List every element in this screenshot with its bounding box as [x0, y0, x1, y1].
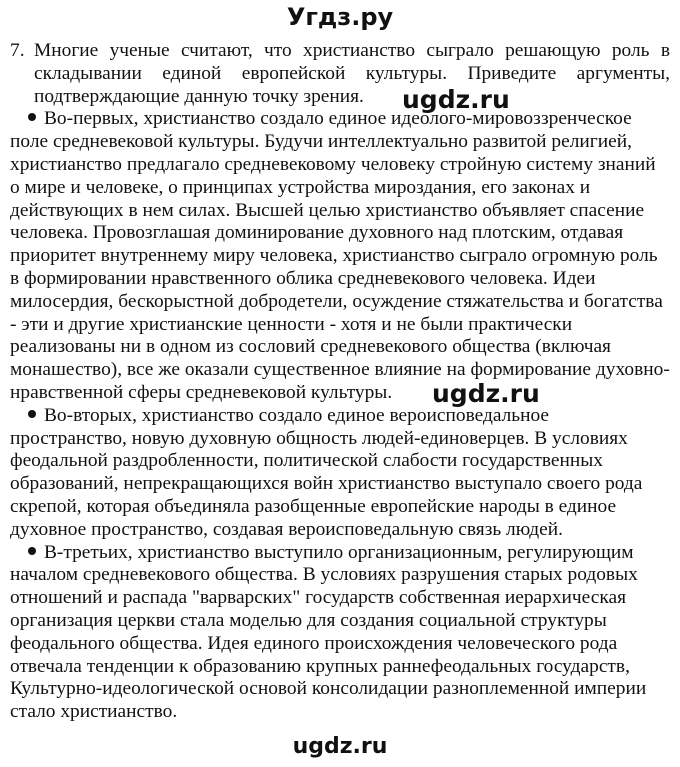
question — [10, 40, 670, 108]
document-body — [10, 40, 670, 724]
bullet-icon — [28, 547, 36, 555]
answer-text: Во-вторых, христианство создало единое вероисповедальное пространство, новую духовную общность людей-единоверцев. В условиях феодальной раздробленности, политической слабости государственных образований, непрекращающихся войн христианство выступало своего рода скрепой, которая объединяла разобщенные европейские народы в единое духовное пространство, создавая вероисповедальную связь людей. — [10, 404, 643, 540]
answer-item — [10, 542, 670, 724]
question-text: Многие ученые считают, что христианство сыграло решающую роль в складывании единой европейской культуры. Приведите аргументы, подтверждающие данную точку зрения. — [34, 40, 670, 107]
question-number: 7. — [10, 40, 25, 61]
bullet-icon — [28, 410, 36, 418]
answer-item — [10, 108, 670, 404]
answer-text: Во-первых, христианство создало единое идеолого-мировоззренческое поле средневековой культуры. Будучи интеллектуально развитой религией, христианство предлагало средневековому человеку стройную систему знаний о мире и человеке, о принципах устройства мироздания, его законах и действующих в нем силах. Высшей целью христианство объявляет спасение человека. Провозглашая доминирование духовного над плотским, отдавая приоритет внутреннему миру человека, христианство сыграло огромную роль в формировании нравственного облика средневекового человека. Идеи милосердия, бескорыстной добродетели, осуждение стяжательства и богатства - эти и другие христианские ценности - хотя и не были практически реализованы ни в одном из сословий средневекового общества (включая монашество), все же оказали существенное влияние на формирование духовно-нравственной сферы средневековой культуры. — [10, 108, 670, 403]
site-title: Угдз.ру — [286, 3, 394, 31]
bullet-icon — [28, 113, 36, 121]
answer-list — [10, 108, 670, 724]
answer-text: В-третьих, христианство выступило организационным, регулирующим началом средневекового общества. В условиях разрушения старых родовых отношений и распада "варварских" государств собственная иерархическая организация церкви стала моделью для создания социальной структуры феодального общества. Идея единого происхождения человеческого рода отвечала тенденции к образованию крупных раннефеодальных государств, Культурно-идеологической основой консолидации разноплеменной империи стало христианство. — [10, 541, 647, 723]
watermark: ugdz.ru — [402, 85, 510, 114]
site-footer: ugdz.ru — [292, 734, 388, 759]
watermark: ugdz.ru — [432, 379, 540, 408]
answer-item — [10, 405, 670, 542]
